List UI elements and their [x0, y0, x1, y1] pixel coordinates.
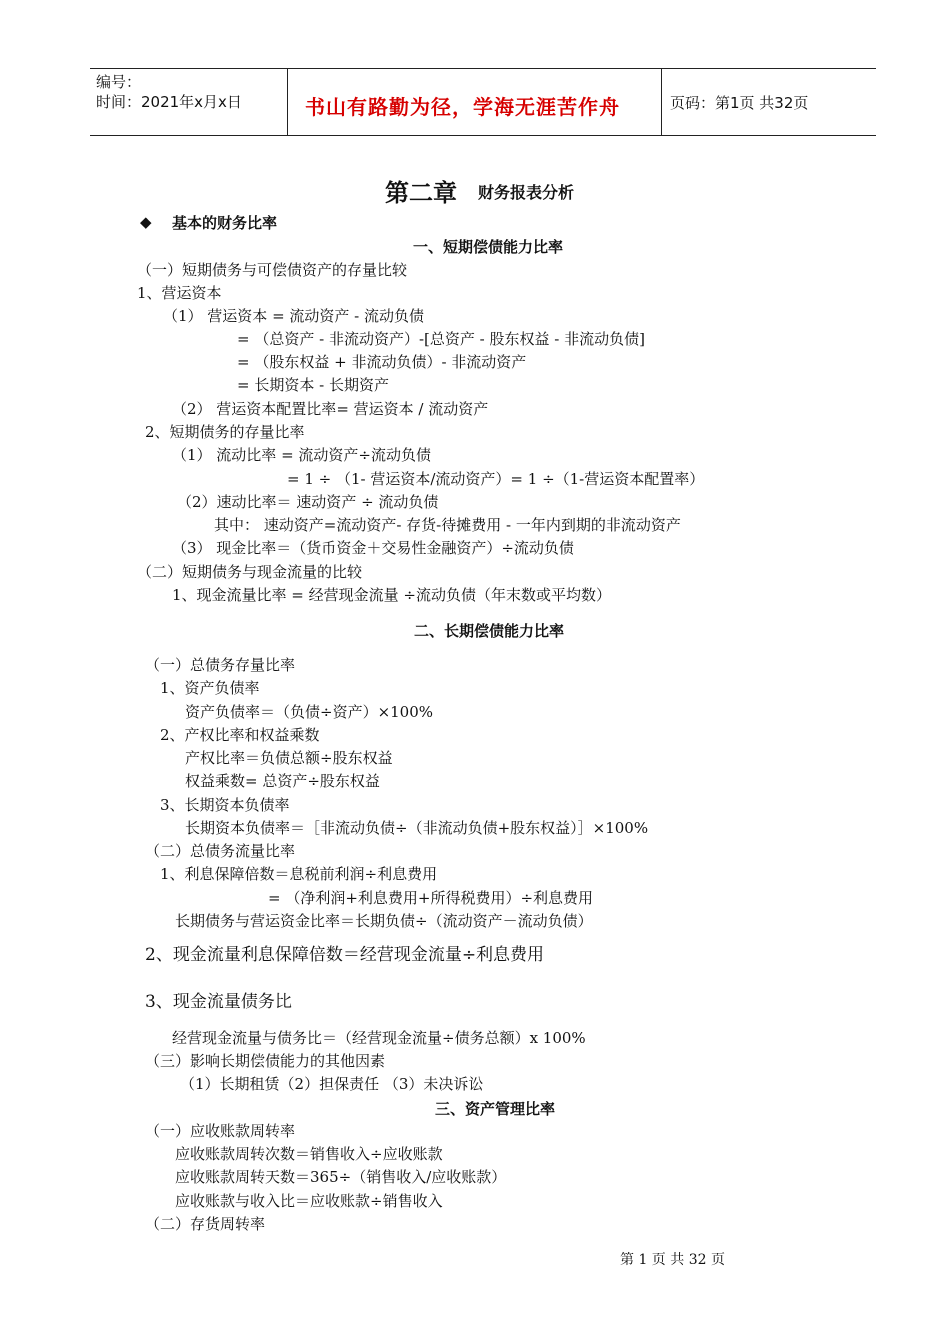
text-line: （二）存货周转率	[145, 1215, 266, 1233]
text-line: （一）应收账款周转率	[145, 1122, 296, 1140]
section-basic-ratios: 基本的财务比率	[172, 214, 278, 232]
text-line: 2、产权比率和权益乘数	[160, 726, 320, 744]
text-line: 资产负债率＝（负债÷资产）×100%	[185, 703, 434, 721]
text-line: 1、现金流量比率 = 经营现金流量 ÷流动负债（年末数或平均数）	[172, 586, 611, 604]
text-line: 权益乘数= 总资产÷股东权益	[185, 772, 380, 790]
text-line: 经营现金流量与债务比＝（经营现金流量÷债务总额）x 100%	[172, 1029, 586, 1047]
heading-asset-management: 三、资产管理比率	[435, 1100, 556, 1118]
heading-short-term: 一、短期偿债能力比率	[413, 238, 564, 256]
text-line: 产权比率＝负债总额÷股东权益	[185, 749, 393, 767]
text-line: 长期债务与营运资金比率＝长期负债÷（流动资产－流动负债）	[175, 912, 593, 930]
chapter-title: 第二章	[385, 178, 457, 207]
header-divider-right	[661, 69, 662, 135]
text-line: （二）短期债务与现金流量的比较	[137, 563, 363, 581]
text-line: （一）总债务存量比率	[145, 656, 296, 674]
text-line: （3） 现金比率＝（货币资金＋交易性金融资产）÷流动负债	[172, 539, 574, 557]
chapter-subtitle: 财务报表分析	[478, 183, 575, 202]
text-line: （2） 营运资本配置比率= 营运资本 / 流动资产	[172, 400, 489, 418]
text-line: （1）长期租赁（2）担保责任 （3）未决诉讼	[180, 1075, 484, 1093]
text-line: 2、短期债务的存量比率	[145, 423, 305, 441]
text-line: 2、现金流量利息保障倍数＝经营现金流量÷利息费用	[145, 945, 545, 965]
text-line: 应收账款与收入比＝应收账款÷销售收入	[175, 1192, 443, 1210]
text-line: = （净利润+利息费用+所得税费用）÷利息费用	[268, 889, 594, 907]
motto: 书山有路勤为径，学海无涯苦作舟	[305, 95, 620, 119]
page-label: 页码：第1页 共32页	[670, 94, 809, 112]
text-line: （二）总债务流量比率	[145, 842, 296, 860]
time-label: 时间：2021年x月x日	[96, 93, 242, 111]
text-line: （1） 流动比率 = 流动资产÷流动负债	[172, 446, 431, 464]
page-footer: 第 1 页 共 32 页	[620, 1252, 725, 1268]
header-bottom-rule	[90, 135, 876, 136]
text-line: = （股东权益 + 非流动负债）- 非流动资产	[237, 353, 527, 371]
text-line: （2）速动比率＝ 速动资产 ÷ 流动负债	[177, 493, 439, 511]
text-line: 应收账款周转天数＝365÷（销售收入/应收账款）	[175, 1168, 507, 1186]
text-line: （1） 营运资本 = 流动资产 - 流动负债	[163, 307, 425, 325]
text-line: 1、营运资本	[137, 284, 222, 302]
text-line: 1、利息保障倍数＝息税前利润÷利息费用	[160, 865, 438, 883]
text-line: 应收账款周转次数＝销售收入÷应收账款	[175, 1145, 443, 1163]
text-line: （三）影响长期偿债能力的其他因素	[145, 1052, 386, 1070]
text-line: = （总资产 - 非流动资产）-[总资产 - 股东权益 - 非流动负债]	[237, 330, 645, 348]
text-line: 3、现金流量债务比	[145, 992, 292, 1012]
text-line: 3、长期资本负债率	[160, 796, 290, 814]
header-divider-left	[287, 69, 288, 135]
text-line: = 1 ÷ （1- 营运资本/流动资产）= 1 ÷（1-营运资本配置率）	[287, 470, 705, 488]
serial-label: 编号：	[96, 73, 142, 91]
text-line: （一）短期债务与可偿债资产的存量比较	[137, 261, 408, 279]
heading-long-term: 二、长期偿债能力比率	[414, 622, 565, 640]
text-line: 长期资本负债率＝［非流动负债÷（非流动负债+股东权益）］×100%	[185, 819, 649, 837]
text-line: 1、资产负债率	[160, 679, 260, 697]
header-top-rule	[90, 68, 876, 69]
text-line: = 长期资本 - 长期资产	[237, 376, 389, 394]
text-line: 其中： 速动资产=流动资产- 存货-待摊费用 - 一年内到期的非流动资产	[214, 516, 681, 534]
section-bullet: ◆	[140, 213, 152, 231]
